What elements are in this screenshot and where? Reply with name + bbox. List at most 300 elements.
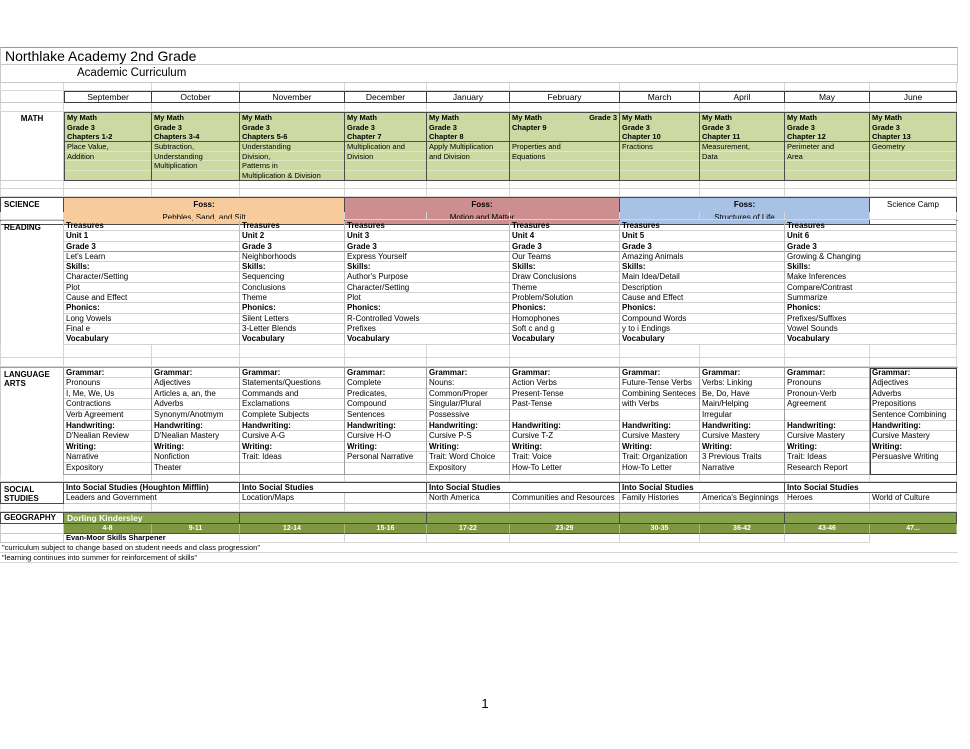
grammar-item: I, Me, We, Us: [64, 389, 151, 400]
reading-unit-number: Unit 4: [510, 231, 619, 241]
geography-bar-cell-2: [240, 512, 427, 524]
grammar-item: Adjectives: [870, 378, 956, 389]
language-arts-column-october: [152, 368, 240, 475]
grid-cell: [700, 358, 785, 367]
grid-cell: [64, 181, 152, 189]
grid-cell: [152, 212, 240, 220]
grid-cell: [0, 475, 64, 482]
grid-cell: [0, 504, 64, 512]
language-arts-column-february: [510, 368, 620, 475]
reading-product: Treasures: [240, 221, 344, 231]
social-studies-topic-may: Heroes: [785, 493, 870, 504]
math-cell-header: [785, 113, 869, 142]
grammar-item: Common/Proper: [427, 389, 509, 400]
writing-item: Narrative: [64, 452, 151, 463]
math-header-line: Chapters 1-2: [67, 132, 113, 141]
reading-skill: Plot: [345, 293, 509, 303]
reading-grade: Grade 3: [785, 242, 956, 252]
writing-item: [870, 463, 956, 474]
math-cell-body: [620, 142, 699, 180]
reading-unit-number: Unit 3: [345, 231, 509, 241]
math-header-line: My Math: [154, 113, 184, 122]
writing-item: Theater: [154, 462, 182, 472]
science-unit-name: Pebbles, Sand, and Silt: [162, 213, 246, 222]
reading-skills-label: Skills:: [240, 262, 344, 272]
section-label-language-arts: [0, 368, 64, 475]
handwriting-label: Handwriting:: [152, 421, 239, 432]
language-arts-column-april: [700, 368, 785, 475]
handwriting-label: Handwriting:: [620, 421, 699, 432]
reading-theme: Amazing Animals: [620, 252, 784, 262]
grid-spacer-row: [0, 358, 958, 367]
reading-theme: Our Teams: [510, 252, 619, 262]
grid-cell: [870, 475, 957, 482]
grid-cell: [152, 189, 240, 197]
section-label-geography: GEOGRAPHY: [0, 512, 64, 524]
math-topic-line: Subtraction,: [152, 142, 239, 152]
grammar-item: with Verbs: [620, 399, 699, 410]
geography-pages-february: 23-29: [510, 524, 620, 534]
math-topic-line: [700, 171, 784, 181]
grammar-item: Sentence Combining: [870, 410, 956, 421]
reading-phonics-label: Phonics:: [240, 303, 344, 313]
month-header-january: January: [427, 91, 510, 103]
reading-product: Treasures: [64, 221, 239, 231]
grid-cell: [620, 358, 700, 367]
reading-skills-label: Skills:: [345, 262, 509, 272]
grid-cell: [0, 534, 64, 543]
math-header-line: Chapter 13: [872, 132, 911, 141]
reading-theme: Neighborhoods: [240, 252, 344, 262]
social-studies-topic-january: North America: [427, 493, 510, 504]
writing-label: Writing:: [700, 442, 784, 453]
grid-cell: [64, 103, 152, 112]
grid-cell: [700, 189, 785, 197]
reading-unit-2: [240, 221, 345, 345]
geography-pages-march: 30-35: [620, 524, 700, 534]
geography-pages-september: 4-8: [64, 524, 152, 534]
geography-publisher: Dorling Kindersley: [64, 512, 240, 524]
handwriting-item: Cursive T-Z: [510, 431, 619, 442]
social-studies-topic-april: America's Beginnings: [700, 493, 785, 504]
grammar-item: Verb Agreement: [64, 410, 151, 421]
reading-skills-label: Skills:: [64, 262, 239, 272]
grid-cell: [427, 504, 510, 512]
grammar-item: Nouns:: [427, 378, 509, 389]
grid-cell: [870, 212, 957, 220]
section-label-reading: READING: [0, 221, 64, 345]
handwriting-label: Handwriting:: [240, 421, 344, 432]
supplement-row: [0, 534, 958, 543]
grid-cell: [700, 103, 785, 112]
grid-cell: [152, 83, 240, 91]
month-header-march: March: [620, 91, 700, 103]
grid-cell: [427, 83, 510, 91]
handwriting-item: Cursive H-O: [345, 431, 426, 442]
reading-unit-number: Unit 1: [64, 231, 239, 241]
grammar-item: Verbs: Linking: [700, 378, 784, 389]
math-cell-june: [870, 112, 957, 181]
grammar-item: Prepositions: [870, 399, 956, 410]
grid-cell: [870, 504, 957, 512]
math-topic-line: Addition: [65, 152, 151, 162]
reading-product: Treasures: [510, 221, 619, 231]
math-cell-body: [65, 142, 151, 180]
grid-spacer-row: [0, 83, 958, 91]
language-arts-column-may: [785, 368, 870, 475]
reading-skill: Make Inferences: [785, 272, 956, 282]
grid-cell: [240, 358, 345, 367]
language-arts-column-june: [870, 368, 957, 475]
math-topic-line: Understanding: [152, 152, 239, 162]
math-header-line: My Math: [622, 113, 652, 122]
math-cell-header: [152, 113, 239, 142]
grid-cell: [64, 504, 152, 512]
grid-cell: [510, 345, 620, 358]
grid-cell: [510, 103, 620, 112]
grammar-item: Commands and: [240, 389, 344, 400]
math-topic-line: [427, 171, 509, 181]
grid-cell: [620, 103, 700, 112]
footnote-summer: "learning continues into summer for reinforcement of skills": [0, 553, 958, 563]
grammar-item: Complete Subjects: [240, 410, 344, 421]
grammar-label: Grammar:: [870, 368, 956, 379]
grammar-item: Singular/Plural: [427, 399, 509, 410]
grammar-label: Grammar:: [510, 368, 619, 379]
grammar-item: [510, 410, 619, 421]
math-header-line: My Math: [347, 113, 377, 122]
math-header-line: Grade 3: [787, 122, 815, 132]
reading-phonics-item: 3-Letter Blends: [240, 324, 344, 334]
grid-spacer-row: [0, 504, 958, 512]
grid-cell: [510, 181, 620, 189]
grid-cell: [870, 189, 957, 197]
grid-cell: [64, 475, 152, 482]
math-header-line: Grade 3: [347, 122, 375, 132]
geography-publisher-row: [0, 512, 958, 524]
math-topic-line: [345, 161, 426, 171]
reading-unit-number: Unit 5: [620, 231, 784, 241]
grid-cell: [345, 212, 427, 220]
social-studies-header-3: Into Social Studies: [427, 482, 620, 493]
reading-vocabulary-label: Vocabulary: [510, 334, 619, 344]
math-cell-march: [620, 112, 700, 181]
grammar-label: Grammar:: [700, 368, 784, 379]
grammar-item: Exclamations: [240, 399, 344, 410]
math-header-line: Grade 3: [872, 122, 900, 132]
handwriting-item: Cursive A-G: [240, 431, 344, 442]
section-label-science: SCIENCE: [0, 197, 64, 225]
reading-grade: Grade 3: [240, 242, 344, 252]
grid-cell: [152, 504, 240, 512]
math-topic-line: Perimeter and: [785, 142, 869, 152]
grid-cell: [427, 181, 510, 189]
science-unit-name: Structures of Life: [714, 213, 775, 222]
writing-item: Trait: Word Choice: [427, 452, 509, 463]
reading-unit-3: [345, 221, 510, 345]
grid-cell: [345, 103, 427, 112]
grid-cell: [510, 534, 620, 543]
reading-theme: Let's Learn: [64, 252, 239, 262]
grid-cell: [620, 345, 700, 358]
grammar-item: Action Verbs: [510, 378, 619, 389]
reading-unit-number: Unit 6: [785, 231, 956, 241]
math-cell-body: [510, 142, 619, 180]
grammar-item: Future-Tense Verbs: [620, 378, 699, 389]
reading-skill: Plot: [64, 283, 239, 293]
writing-item: Trait: Voice: [510, 452, 619, 463]
writing-item: [345, 463, 426, 474]
reading-skills-label: Skills:: [510, 262, 619, 272]
month-header-september: September: [64, 91, 152, 103]
reading-grade: Grade 3: [345, 242, 509, 252]
month-header-december: December: [345, 91, 427, 103]
grid-cell: [785, 189, 870, 197]
science-program-name: Foss:: [471, 200, 493, 209]
language-arts-column-november: [240, 368, 345, 475]
writing-label: Writing:: [240, 442, 344, 453]
math-topic-line: [785, 161, 869, 171]
math-topic-line: Fractions: [620, 142, 699, 152]
reading-skill: Theme: [510, 283, 619, 293]
reading-skill: Cause and Effect: [620, 293, 784, 303]
social-studies-label-line2: STUDIES: [4, 493, 39, 503]
reading-phonics-item: Long Vowels: [64, 314, 239, 324]
language-arts-label-line2: ARTS: [4, 378, 26, 388]
reading-phonics-label: Phonics:: [620, 303, 784, 313]
grid-cell: [0, 358, 64, 367]
math-cell-body: [870, 142, 956, 180]
grid-spacer-row: [0, 189, 958, 197]
grid-cell: [870, 358, 957, 367]
geography-row-spacer: [0, 524, 64, 534]
writing-item: Personal Narrative: [345, 452, 426, 463]
reading-product: Treasures: [620, 221, 784, 231]
math-topic-line: Understanding: [240, 142, 344, 152]
grid-cell: [152, 358, 240, 367]
document-subtitle: Academic Curriculum: [0, 65, 958, 83]
handwriting-item: D'Nealian Mastery: [152, 431, 239, 442]
grid-cell: [510, 212, 620, 220]
math-cell-body: [427, 142, 509, 180]
curriculum-sheet: [0, 47, 958, 563]
writing-label: Writing:: [427, 442, 509, 453]
math-topic-line: Properties and: [510, 142, 619, 152]
grid-cell: [152, 181, 240, 189]
geography-bar-cell-4: [620, 512, 785, 524]
grid-cell: [785, 181, 870, 189]
grid-cell: [64, 212, 152, 220]
science-program-name: Foss:: [193, 200, 215, 209]
grid-cell: [0, 103, 64, 112]
math-topic-line: [510, 171, 619, 181]
math-topic-line: [427, 161, 509, 171]
math-header-line: [510, 132, 619, 142]
grid-cell: [620, 475, 700, 482]
math-cell-september: [64, 112, 152, 181]
grammar-item: Predicates,: [345, 389, 426, 400]
handwriting-label: Handwriting:: [700, 421, 784, 432]
social-studies-topic-september: Leaders and Government: [66, 492, 157, 502]
science-program-name: Foss:: [733, 200, 756, 209]
grid-cell: [620, 189, 700, 197]
grid-cell: [700, 212, 785, 220]
grid-cell: [0, 189, 64, 197]
social-studies-section: [0, 482, 958, 504]
reading-skills-label: Skills:: [620, 262, 784, 272]
reading-skill: Draw Conclusions: [510, 272, 619, 282]
grammar-item: [785, 410, 869, 421]
math-header-line: My Math: [702, 113, 732, 122]
writing-label: Writing:: [152, 442, 239, 453]
month-header-november: November: [240, 91, 345, 103]
math-cell-december: [345, 112, 427, 181]
math-topic-line: Multiplication and: [345, 142, 426, 152]
grid-cell: [785, 83, 870, 91]
reading-phonics-item: Prefixes: [345, 324, 509, 334]
grid-cell: [785, 345, 870, 358]
math-topic-line: Division,: [240, 152, 344, 162]
math-topic-line: [700, 161, 784, 171]
month-header-february: February: [510, 91, 620, 103]
grammar-label: Grammar:: [345, 368, 426, 379]
math-header-line: Grade 3: [622, 122, 650, 132]
month-header-june: June: [870, 91, 957, 103]
grammar-label: Grammar:: [620, 368, 699, 379]
writing-item: How-To Letter: [512, 462, 562, 472]
grid-spacer-row: [0, 475, 958, 482]
social-studies-topic-february: Communities and Resources: [510, 493, 620, 504]
math-topic-line: Patterns in: [240, 161, 344, 171]
geography-pages-december: 15-16: [345, 524, 427, 534]
section-label-math: MATH: [0, 112, 64, 181]
writing-label: Writing:: [785, 442, 869, 453]
math-header-line: Chapter 10: [622, 132, 661, 141]
handwriting-label: Handwriting:: [64, 421, 151, 432]
grid-cell: [785, 212, 870, 220]
math-topic-line: Division: [345, 152, 426, 162]
reading-grade: Grade 3: [64, 242, 239, 252]
grid-cell: [510, 475, 620, 482]
reading-skill: Sequencing: [240, 272, 344, 282]
math-topic-line: Geometry: [870, 142, 956, 152]
grammar-item: Main/Helping: [700, 399, 784, 410]
reading-grade: Grade 3: [510, 242, 619, 252]
social-studies-topic-march: Family Histories: [620, 493, 700, 504]
grid-cell: [240, 212, 345, 220]
grid-cell: [785, 358, 870, 367]
math-cell-body: [700, 142, 784, 180]
section-label-social-studies: [0, 482, 64, 504]
handwriting-item: D'Nealian Review: [64, 431, 151, 442]
grammar-label: Grammar:: [152, 368, 239, 379]
grammar-item: Adjectives: [152, 378, 239, 389]
grid-cell: [0, 345, 64, 358]
grid-cell: [240, 345, 345, 358]
math-section: [0, 112, 958, 181]
grammar-item: Statements/Questions: [240, 378, 344, 389]
grid-cell: [427, 358, 510, 367]
math-topic-line: [510, 161, 619, 171]
grid-cell: [785, 103, 870, 112]
math-topic-line: Measurement,: [700, 142, 784, 152]
science-section: [0, 197, 958, 222]
reading-phonics-item: Soft c and g: [510, 324, 619, 334]
grid-cell: [64, 83, 152, 91]
reading-phonics-label: Phonics:: [510, 303, 619, 313]
reading-product: Treasures: [785, 221, 956, 231]
grid-cell: [620, 181, 700, 189]
grammar-item: Synonym/Anotmym: [152, 410, 239, 421]
grammar-label: Grammar:: [240, 368, 344, 379]
grid-cell: [64, 189, 152, 197]
math-cell-april: [700, 112, 785, 181]
social-studies-topic-december: [345, 493, 427, 504]
supplement-name: Evan-Moor Skills Sharpener: [64, 534, 240, 543]
reading-skills-label: Skills:: [785, 262, 956, 272]
grammar-item: Be, Do, Have: [700, 389, 784, 400]
handwriting-item: Cursive Mastery: [620, 431, 699, 442]
math-header-line: My Math: [429, 113, 459, 122]
math-topic-line: [65, 171, 151, 181]
month-row-spacer: [0, 91, 64, 103]
grid-cell: [700, 345, 785, 358]
math-topic-line: Multiplication: [152, 161, 239, 171]
math-topic-line: Multiplication & Division: [242, 170, 321, 180]
math-cell-body: [240, 142, 344, 180]
language-arts-column-march: [620, 368, 700, 475]
math-header-line: Chapter 7: [347, 132, 382, 141]
math-topic-line: Area: [785, 152, 869, 162]
grid-cell: [152, 103, 240, 112]
grid-cell: [152, 345, 240, 358]
grid-cell: [345, 475, 427, 482]
grid-cell: [345, 83, 427, 91]
social-studies-topic-june: World of Culture: [870, 493, 957, 504]
reading-unit-5: [620, 221, 785, 345]
math-topic-line: [785, 171, 869, 181]
social-studies-topic-october: [152, 493, 240, 504]
grid-cell: [427, 534, 510, 543]
handwriting-label: Handwriting:: [510, 421, 619, 432]
writing-label: Writing:: [510, 442, 619, 453]
grid-cell: [240, 504, 345, 512]
grid-cell: [785, 504, 870, 512]
page-number: 1: [481, 696, 489, 711]
grid-spacer-row: [0, 103, 958, 112]
math-header-line: Grade 3: [67, 122, 95, 132]
grid-cell: [345, 181, 427, 189]
math-cell-header: [345, 113, 426, 142]
math-header-line: Chapters 3-4: [154, 132, 200, 141]
grid-cell: [64, 345, 152, 358]
grammar-item: Pronouns: [64, 378, 151, 389]
geography-bar-cell-5: [785, 512, 957, 524]
language-arts-section: [0, 367, 958, 475]
math-cell-header: [620, 113, 699, 142]
writing-item: Research Report: [787, 462, 848, 472]
geography-pages-june: 47...: [870, 524, 957, 534]
writing-item: Trait: Ideas: [240, 452, 344, 463]
geography-pages-october: 9-11: [152, 524, 240, 534]
math-topic-line: [870, 171, 956, 181]
math-topic-line: Place Value,: [65, 142, 151, 152]
math-cell-header: [427, 113, 509, 142]
math-cell-may: [785, 112, 870, 181]
grammar-label: Grammar:: [785, 368, 869, 379]
grid-cell: [240, 534, 345, 543]
document-title: Northlake Academy 2nd Grade: [0, 47, 958, 65]
